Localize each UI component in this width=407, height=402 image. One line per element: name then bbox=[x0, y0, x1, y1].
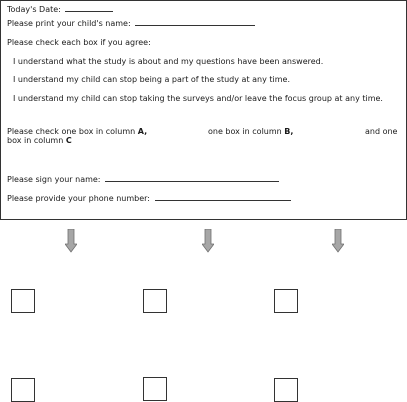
down-arrow-icon bbox=[332, 229, 344, 253]
child-name-row bbox=[7, 18, 255, 29]
statement-study-understood: I understand what the study is about and my questions have been answered. bbox=[13, 57, 324, 66]
date-label: Today's Date: bbox=[7, 5, 61, 14]
signature-row bbox=[7, 174, 279, 185]
check-each-instruction: Please check each box if you agree: bbox=[7, 38, 151, 47]
child-name-field[interactable] bbox=[135, 18, 255, 26]
phone-label: Please provide your phone number: bbox=[7, 194, 150, 203]
checkbox-column-c-row-2[interactable] bbox=[274, 378, 298, 402]
column-instruction-part4: box in column bbox=[7, 136, 64, 145]
signature-field[interactable] bbox=[105, 174, 279, 182]
signature-label: Please sign your name: bbox=[7, 175, 101, 184]
statement-stop-study: I understand my child can stop being a part of the study at any time. bbox=[13, 75, 290, 84]
checkbox-column-c-row-1[interactable] bbox=[274, 289, 298, 313]
column-instruction-part1: Please check one box in column bbox=[7, 127, 136, 136]
column-c-label: C bbox=[65, 136, 72, 145]
checkbox-column-a-row-2[interactable] bbox=[11, 378, 35, 402]
column-instruction-middle bbox=[208, 127, 293, 137]
checkbox-column-b-row-1[interactable] bbox=[143, 289, 167, 313]
column-b-label: B, bbox=[284, 127, 294, 136]
column-a-label: A, bbox=[137, 127, 148, 136]
column-instruction-part3: and one bbox=[365, 127, 398, 136]
column-instruction-end bbox=[7, 136, 72, 146]
statement-stop-surveys: I understand my child can stop taking the surveys and/or leave the focus group at any time. bbox=[13, 94, 383, 103]
column-instruction-part2: one box in column bbox=[208, 127, 282, 136]
phone-row bbox=[7, 193, 291, 204]
date-row bbox=[7, 4, 113, 15]
down-arrow-icon bbox=[65, 229, 77, 253]
child-name-label: Please print your child's name: bbox=[7, 19, 131, 28]
checkbox-column-b-row-2[interactable] bbox=[143, 377, 167, 401]
checkbox-column-a-row-1[interactable] bbox=[11, 289, 35, 313]
phone-field[interactable] bbox=[155, 193, 291, 201]
date-field[interactable] bbox=[65, 4, 113, 12]
down-arrow-icon bbox=[202, 229, 214, 253]
